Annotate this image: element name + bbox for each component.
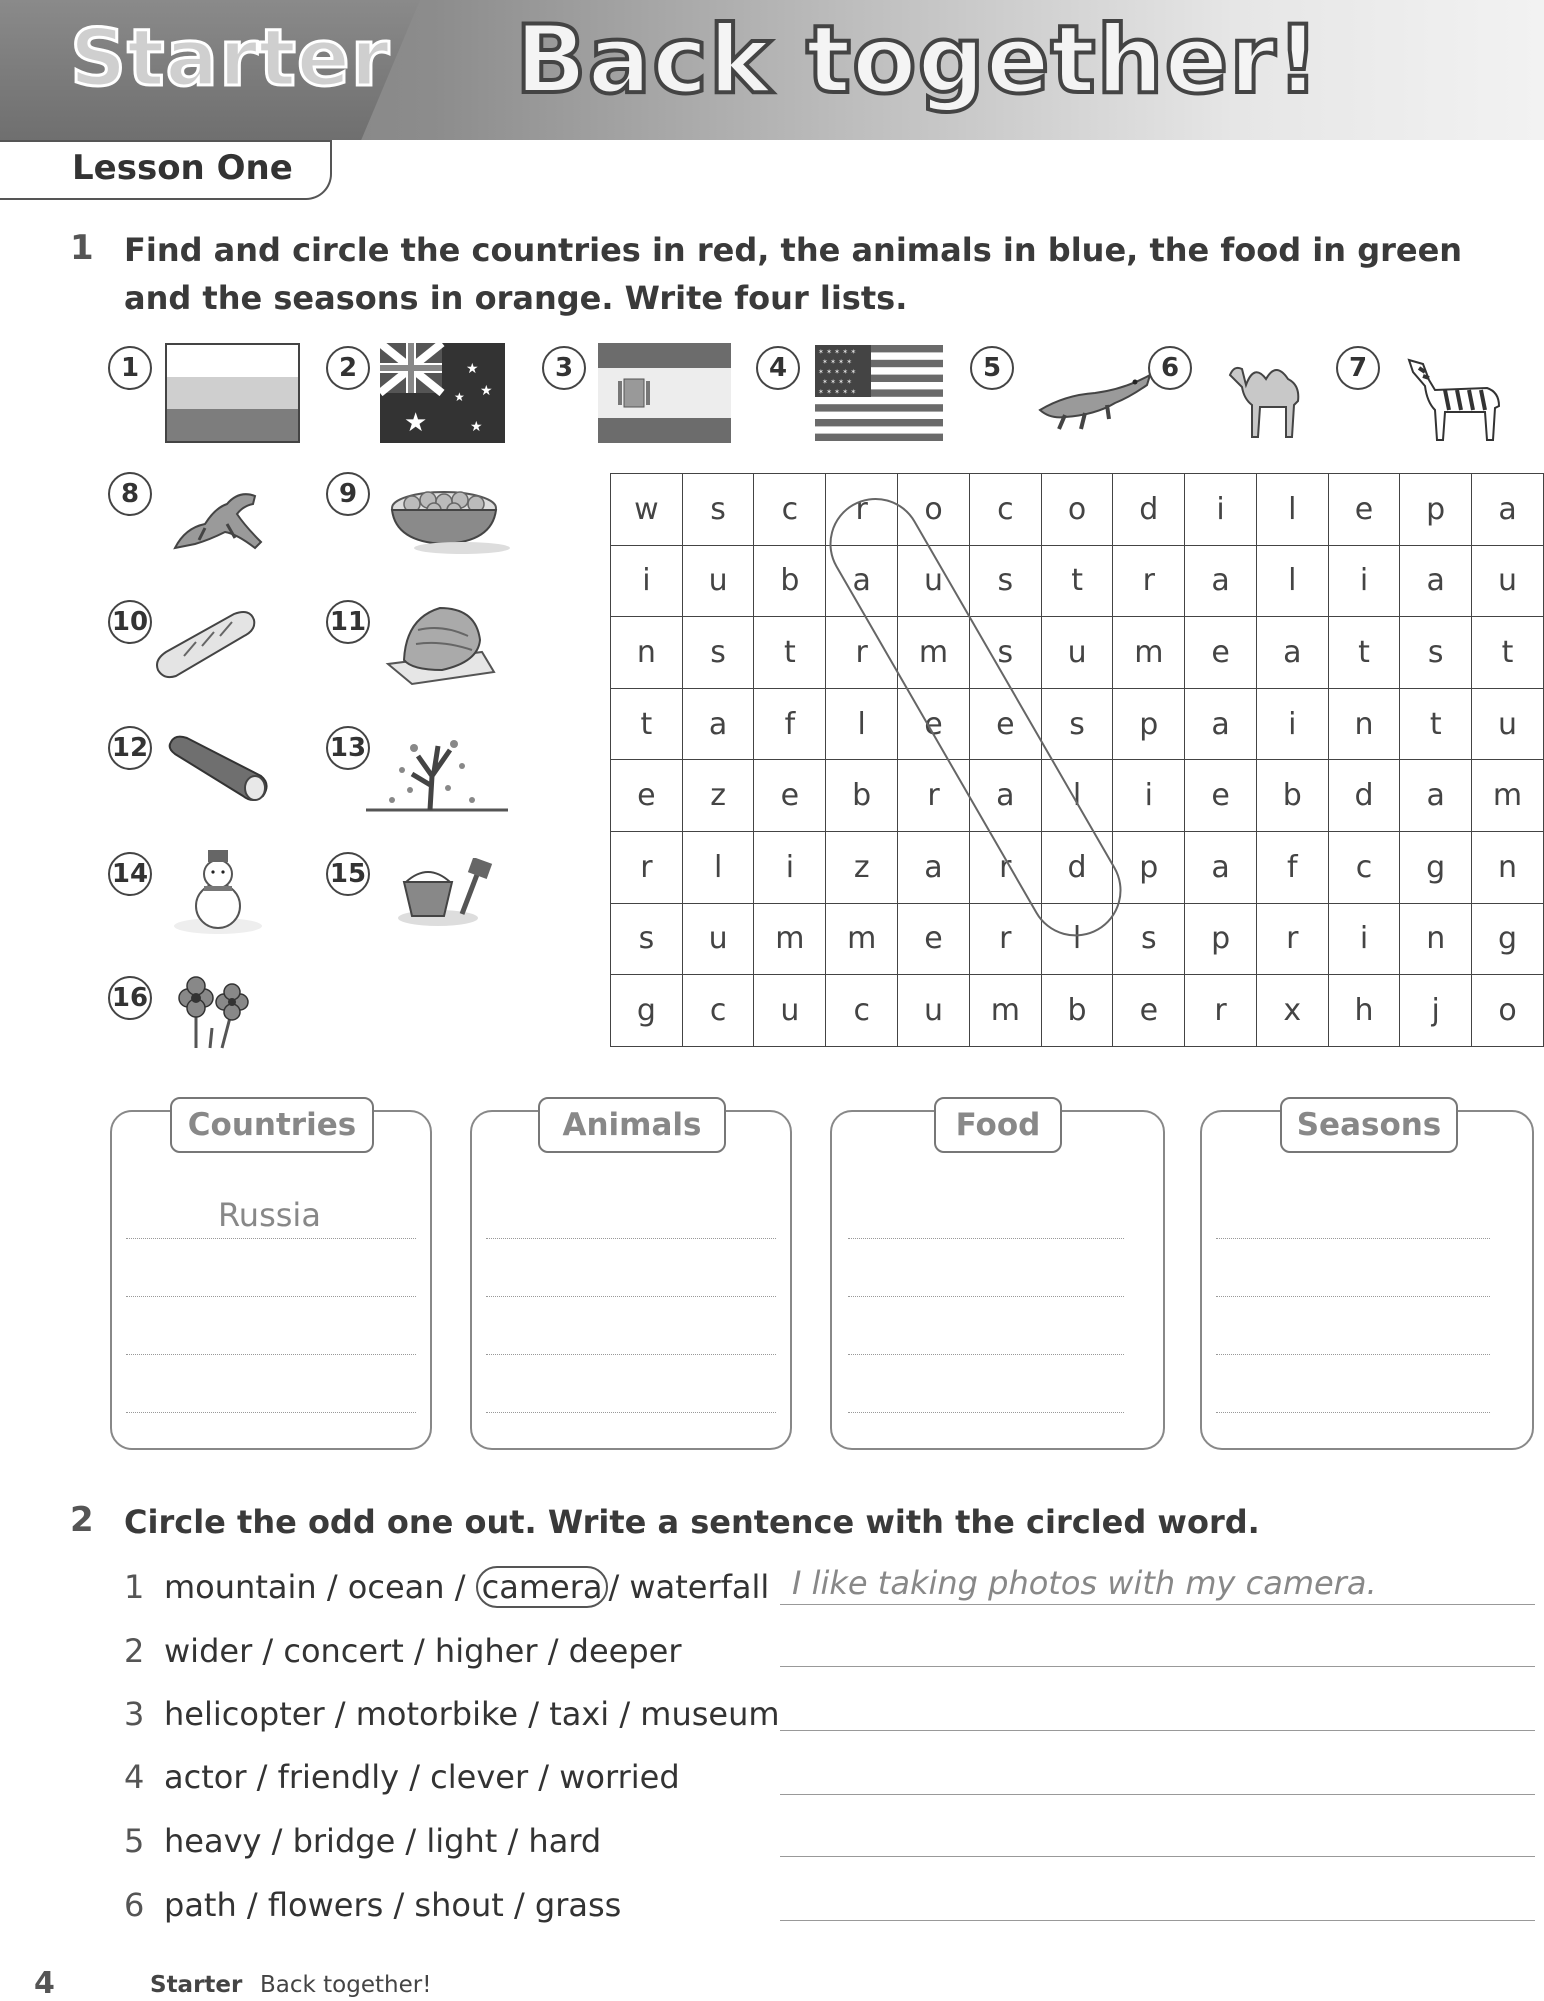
picture-number: 10 bbox=[108, 600, 152, 644]
russia-flag-icon bbox=[165, 343, 300, 443]
grid-letter[interactable]: t bbox=[1472, 617, 1544, 689]
grid-letter[interactable]: m bbox=[969, 975, 1041, 1047]
grid-letter[interactable]: f bbox=[1256, 831, 1328, 903]
grid-letter[interactable]: t bbox=[754, 617, 826, 689]
svg-text:✶ ✶ ✶ ✶ ✶: ✶ ✶ ✶ ✶ ✶ bbox=[818, 388, 857, 396]
example-sentence: I like taking photos with my camera. bbox=[792, 1564, 1377, 1602]
grid-row bbox=[611, 474, 1544, 546]
answer-line[interactable] bbox=[780, 1920, 1535, 1921]
grid-letter[interactable]: w bbox=[611, 474, 683, 546]
lizard-icon bbox=[165, 478, 275, 558]
grid-letter[interactable]: d bbox=[1041, 831, 1113, 903]
question-row bbox=[124, 1568, 769, 1606]
bread-loaf-icon bbox=[150, 604, 260, 684]
grid-letter[interactable]: r bbox=[969, 831, 1041, 903]
grid-letter[interactable]: c bbox=[826, 975, 898, 1047]
write-line[interactable] bbox=[126, 1412, 416, 1413]
question-text: mountain / ocean / bbox=[164, 1568, 476, 1606]
grid-letter[interactable]: e bbox=[1113, 975, 1185, 1047]
picture-number: 9 bbox=[326, 472, 370, 516]
svg-text:✶ ✶ ✶ ✶: ✶ ✶ ✶ ✶ bbox=[822, 358, 853, 366]
grid-letter[interactable]: a bbox=[898, 831, 970, 903]
grid-letter[interactable]: n bbox=[1472, 831, 1544, 903]
grid-letter[interactable]: r bbox=[969, 903, 1041, 975]
grid-letter[interactable]: l bbox=[1041, 903, 1113, 975]
write-line[interactable] bbox=[848, 1238, 1124, 1239]
grid-letter[interactable]: i bbox=[754, 831, 826, 903]
grid-letter[interactable]: r bbox=[898, 760, 970, 832]
picture-number: 14 bbox=[108, 852, 152, 896]
grid-letter[interactable]: i bbox=[1256, 688, 1328, 760]
grid-letter[interactable]: z bbox=[826, 831, 898, 903]
write-line[interactable] bbox=[126, 1354, 416, 1355]
grid-letter[interactable]: e bbox=[969, 688, 1041, 760]
grid-letter[interactable]: m bbox=[1113, 617, 1185, 689]
grid-letter[interactable]: u bbox=[898, 975, 970, 1047]
grid-letter[interactable]: o bbox=[898, 474, 970, 546]
grid-letter[interactable]: r bbox=[1185, 975, 1257, 1047]
grid-letter[interactable]: i bbox=[1328, 903, 1400, 975]
grid-letter[interactable]: i bbox=[1113, 760, 1185, 832]
svg-text:✶ ✶ ✶ ✶ ✶: ✶ ✶ ✶ ✶ ✶ bbox=[818, 348, 857, 356]
sand-bucket-icon bbox=[398, 858, 498, 928]
grid-letter[interactable]: a bbox=[1185, 545, 1257, 617]
grid-letter[interactable]: l bbox=[826, 688, 898, 760]
write-line[interactable] bbox=[486, 1412, 776, 1413]
grid-letter[interactable]: t bbox=[1400, 688, 1472, 760]
grid-letter[interactable]: a bbox=[1400, 760, 1472, 832]
grid-letter[interactable]: a bbox=[1185, 688, 1257, 760]
svg-text:★: ★ bbox=[470, 419, 483, 435]
exercise-1-instruction-line-2: and the seasons in orange. Write four lists. bbox=[124, 279, 908, 317]
grid-letter[interactable]: d bbox=[1113, 474, 1185, 546]
grid-letter[interactable]: a bbox=[1256, 617, 1328, 689]
question-text: heavy / bridge / light / hard bbox=[164, 1822, 602, 1860]
grid-letter[interactable]: g bbox=[1472, 903, 1544, 975]
grid-letter[interactable]: s bbox=[969, 545, 1041, 617]
grid-letter[interactable]: l bbox=[682, 831, 754, 903]
grid-letter[interactable]: p bbox=[1185, 903, 1257, 975]
grid-letter[interactable]: c bbox=[969, 474, 1041, 546]
grid-letter[interactable]: m bbox=[1472, 760, 1544, 832]
unit-title: Back together! bbox=[515, 6, 1321, 115]
camel-icon bbox=[1220, 345, 1320, 445]
picture-number: 1 bbox=[108, 346, 152, 390]
write-line[interactable] bbox=[126, 1238, 416, 1239]
question-row bbox=[124, 1886, 621, 1924]
grid-letter[interactable]: m bbox=[826, 903, 898, 975]
grid-letter[interactable]: c bbox=[1328, 831, 1400, 903]
svg-text:★: ★ bbox=[480, 383, 493, 399]
seasons-label: Seasons bbox=[1280, 1097, 1458, 1153]
write-line[interactable] bbox=[848, 1296, 1124, 1297]
flowers-icon bbox=[166, 972, 266, 1052]
autumn-tree-icon bbox=[362, 726, 512, 816]
question-text-end: / waterfall bbox=[608, 1568, 770, 1606]
grid-letter[interactable]: g bbox=[611, 975, 683, 1047]
write-line[interactable] bbox=[848, 1412, 1124, 1413]
food-box bbox=[830, 1110, 1165, 1450]
grid-letter[interactable]: c bbox=[682, 975, 754, 1047]
grid-letter[interactable]: n bbox=[1328, 688, 1400, 760]
question-number: 6 bbox=[124, 1886, 145, 1924]
grid-row bbox=[611, 545, 1544, 617]
grid-letter[interactable]: s bbox=[611, 903, 683, 975]
grid-letter[interactable]: s bbox=[1400, 617, 1472, 689]
circled-word: camera bbox=[476, 1566, 609, 1608]
grid-letter[interactable]: b bbox=[1041, 975, 1113, 1047]
grid-letter[interactable]: e bbox=[1185, 617, 1257, 689]
grid-letter[interactable]: u bbox=[682, 545, 754, 617]
grid-letter[interactable]: m bbox=[754, 903, 826, 975]
write-line[interactable] bbox=[1216, 1412, 1490, 1413]
exercise-1-number: 1 bbox=[70, 228, 94, 268]
write-line[interactable] bbox=[486, 1238, 776, 1239]
question-row bbox=[124, 1822, 601, 1860]
question-number: 5 bbox=[124, 1822, 145, 1860]
picture-number: 8 bbox=[108, 472, 152, 516]
countries-label: Countries bbox=[170, 1097, 374, 1153]
picture-number: 7 bbox=[1336, 346, 1380, 390]
svg-text:★: ★ bbox=[466, 361, 479, 377]
grid-letter[interactable]: a bbox=[1400, 545, 1472, 617]
grid-letter[interactable]: u bbox=[1472, 688, 1544, 760]
grid-letter[interactable]: c bbox=[754, 474, 826, 546]
footer-title: Back together! bbox=[260, 1972, 432, 1998]
answer-line[interactable] bbox=[780, 1604, 1535, 1605]
grid-letter[interactable]: i bbox=[1185, 474, 1257, 546]
zebra-icon bbox=[1405, 350, 1505, 445]
food-label: Food bbox=[934, 1097, 1062, 1153]
question-number: 2 bbox=[124, 1632, 145, 1670]
grid-letter[interactable]: s bbox=[969, 617, 1041, 689]
grid-letter[interactable]: t bbox=[1328, 617, 1400, 689]
crocodile-icon bbox=[1035, 355, 1155, 435]
grid-letter[interactable]: r bbox=[826, 474, 898, 546]
picture-number: 5 bbox=[970, 346, 1014, 390]
grid-letter[interactable]: a bbox=[1185, 831, 1257, 903]
grid-letter[interactable]: b bbox=[826, 760, 898, 832]
question-number: 3 bbox=[124, 1695, 145, 1733]
grid-letter[interactable]: j bbox=[1400, 975, 1472, 1047]
page-number: 4 bbox=[34, 1966, 55, 2001]
grid-row bbox=[611, 688, 1544, 760]
picture-number: 15 bbox=[326, 852, 370, 896]
svg-text:✶ ✶ ✶ ✶: ✶ ✶ ✶ ✶ bbox=[822, 378, 853, 386]
lesson-title: Lesson One bbox=[72, 148, 293, 188]
grid-letter[interactable]: z bbox=[682, 760, 754, 832]
countries-example-answer: Russia bbox=[218, 1196, 321, 1234]
grid-letter[interactable]: a bbox=[969, 760, 1041, 832]
grid-letter[interactable]: a bbox=[682, 688, 754, 760]
question-text: wider / concert / higher / deeper bbox=[164, 1632, 682, 1670]
picture-number: 3 bbox=[542, 346, 586, 390]
question-number: 4 bbox=[124, 1758, 145, 1796]
picture-number: 11 bbox=[326, 600, 370, 644]
write-line[interactable] bbox=[1216, 1296, 1490, 1297]
grid-row bbox=[611, 903, 1544, 975]
question-text: path / flowers / shout / grass bbox=[164, 1886, 622, 1924]
answer-line[interactable] bbox=[780, 1794, 1535, 1795]
grid-letter[interactable]: u bbox=[898, 545, 970, 617]
grid-letter[interactable]: e bbox=[1328, 474, 1400, 546]
exercise-2-number: 2 bbox=[70, 1500, 94, 1540]
footer-section: Starter bbox=[150, 1972, 243, 1998]
svg-text:✶ ✶ ✶ ✶ ✶: ✶ ✶ ✶ ✶ ✶ bbox=[818, 368, 857, 376]
grid-letter[interactable]: s bbox=[682, 474, 754, 546]
grid-letter[interactable]: l bbox=[1256, 474, 1328, 546]
usa-flag-icon bbox=[815, 345, 943, 441]
grid-letter[interactable]: d bbox=[1328, 760, 1400, 832]
grid-letter[interactable]: l bbox=[1256, 545, 1328, 617]
grid-letter[interactable]: p bbox=[1113, 688, 1185, 760]
grid-letter[interactable]: l bbox=[1041, 760, 1113, 832]
exercise-2-instruction: Circle the odd one out. Write a sentence with the circled word. bbox=[124, 1503, 1260, 1541]
grid-letter[interactable]: s bbox=[1113, 903, 1185, 975]
grid-letter[interactable]: u bbox=[1472, 545, 1544, 617]
meat-pie-icon bbox=[382, 600, 502, 690]
grid-letter[interactable]: e bbox=[898, 688, 970, 760]
grid-letter[interactable]: r bbox=[826, 617, 898, 689]
grid-letter[interactable]: x bbox=[1256, 975, 1328, 1047]
grid-letter[interactable]: g bbox=[1400, 831, 1472, 903]
answer-line[interactable] bbox=[780, 1856, 1535, 1857]
cucumber-icon bbox=[165, 730, 275, 810]
grid-letter[interactable]: i bbox=[611, 545, 683, 617]
grid-letter[interactable]: e bbox=[1185, 760, 1257, 832]
grid-letter[interactable]: n bbox=[1400, 903, 1472, 975]
grid-letter[interactable]: o bbox=[1472, 975, 1544, 1047]
question-row bbox=[124, 1758, 680, 1796]
question-row bbox=[124, 1695, 780, 1733]
grid-row bbox=[611, 975, 1544, 1047]
grid-letter[interactable]: e bbox=[754, 760, 826, 832]
animals-box bbox=[470, 1110, 792, 1450]
grid-letter[interactable]: h bbox=[1328, 975, 1400, 1047]
question-text: actor / friendly / clever / worried bbox=[164, 1758, 680, 1796]
snowman-icon bbox=[168, 846, 268, 936]
grid-row bbox=[611, 617, 1544, 689]
picture-number: 16 bbox=[108, 976, 152, 1020]
question-text: helicopter / motorbike / taxi / museum bbox=[164, 1695, 780, 1733]
question-row bbox=[124, 1632, 681, 1670]
grid-letter[interactable]: t bbox=[1041, 545, 1113, 617]
write-line[interactable] bbox=[486, 1354, 776, 1355]
grid-letter[interactable]: f bbox=[754, 688, 826, 760]
grid-letter[interactable]: u bbox=[754, 975, 826, 1047]
grid-letter[interactable]: n bbox=[611, 617, 683, 689]
exercise-1-instruction-line-1: Find and circle the countries in red, the animals in blue, the food in green bbox=[124, 231, 1463, 269]
grid-letter[interactable]: e bbox=[611, 760, 683, 832]
write-line[interactable] bbox=[1216, 1354, 1490, 1355]
grid-letter[interactable]: b bbox=[754, 545, 826, 617]
animals-label: Animals bbox=[538, 1097, 726, 1153]
grid-letter[interactable]: u bbox=[1041, 617, 1113, 689]
grid-letter[interactable]: b bbox=[1256, 760, 1328, 832]
word-search-grid bbox=[610, 473, 1544, 1047]
question-number: 1 bbox=[124, 1568, 145, 1606]
grid-letter[interactable]: s bbox=[1041, 688, 1113, 760]
grid-letter[interactable]: a bbox=[1472, 474, 1544, 546]
grid-letter[interactable]: p bbox=[1400, 474, 1472, 546]
write-line[interactable] bbox=[486, 1296, 776, 1297]
picture-number: 12 bbox=[108, 726, 152, 770]
write-line[interactable] bbox=[126, 1296, 416, 1297]
seasons-box bbox=[1200, 1110, 1534, 1450]
grid-letter[interactable]: e bbox=[898, 903, 970, 975]
australia-flag-icon bbox=[380, 343, 505, 443]
write-line[interactable] bbox=[1216, 1238, 1490, 1239]
grid-letter[interactable]: u bbox=[682, 903, 754, 975]
countries-box bbox=[110, 1110, 432, 1450]
spain-flag-icon bbox=[598, 343, 731, 443]
svg-text:★: ★ bbox=[404, 408, 428, 438]
picture-number: 2 bbox=[326, 346, 370, 390]
answer-line[interactable] bbox=[780, 1730, 1535, 1731]
grid-letter[interactable]: a bbox=[826, 545, 898, 617]
grid-row bbox=[611, 831, 1544, 903]
grid-letter[interactable]: i bbox=[1328, 545, 1400, 617]
grid-letter[interactable]: r bbox=[1256, 903, 1328, 975]
section-title: Starter bbox=[70, 14, 391, 104]
grid-letter[interactable]: o bbox=[1041, 474, 1113, 546]
grid-letter[interactable]: s bbox=[682, 617, 754, 689]
answer-line[interactable] bbox=[780, 1666, 1535, 1667]
grid-row bbox=[611, 760, 1544, 832]
svg-text:★: ★ bbox=[454, 390, 465, 404]
grid-letter[interactable]: t bbox=[611, 688, 683, 760]
grid-letter[interactable]: m bbox=[898, 617, 970, 689]
grid-letter[interactable]: r bbox=[611, 831, 683, 903]
picture-number: 6 bbox=[1148, 346, 1192, 390]
picture-number: 13 bbox=[326, 726, 370, 770]
write-line[interactable] bbox=[848, 1354, 1124, 1355]
picture-number: 4 bbox=[756, 346, 800, 390]
grid-letter[interactable]: p bbox=[1113, 831, 1185, 903]
grid-letter[interactable]: r bbox=[1113, 545, 1185, 617]
popcorn-bowl-icon bbox=[382, 488, 512, 558]
